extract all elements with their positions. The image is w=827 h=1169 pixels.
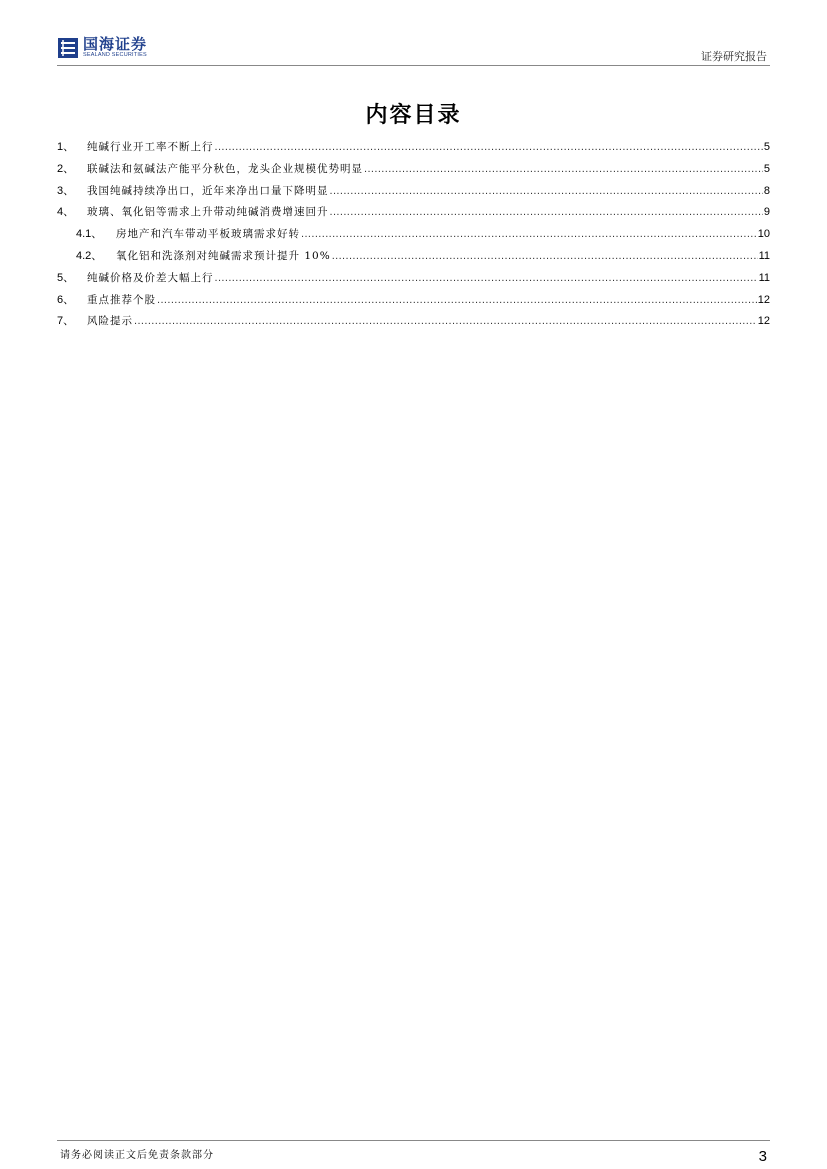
- toc-entry-7[interactable]: [57, 312, 770, 334]
- toc-leader-dots: [215, 272, 758, 284]
- toc-leader-dots: [157, 294, 757, 306]
- toc-entry-text: 重点推荐个股: [87, 293, 156, 306]
- toc-entry-page: 12: [757, 293, 770, 306]
- toc-entry-text: 氧化铝和洗涤剂对纯碱需求预计提升 10%: [116, 249, 331, 262]
- brand-name-cn: 国海证券: [83, 35, 148, 53]
- toc-entry-number: 1、: [57, 141, 75, 153]
- document-type: 证券研究报告: [701, 50, 767, 63]
- sealand-logo: [57, 36, 147, 59]
- toc-title: 内容目录: [365, 102, 462, 128]
- toc-leader-dots: [301, 228, 757, 240]
- toc-entry-page: 5: [763, 162, 770, 175]
- toc-entry-text: 纯碱价格及价差大幅上行: [87, 271, 214, 284]
- header-divider: [57, 65, 770, 66]
- toc-entry-2[interactable]: [57, 160, 770, 182]
- toc-entry-page: 10: [757, 228, 770, 241]
- sealand-logo-icon: [57, 37, 79, 59]
- toc-entry-page: 11: [758, 271, 770, 284]
- toc-entry-number: 5、: [57, 271, 75, 284]
- toc-entry-number: 4、: [57, 206, 75, 219]
- page-number: 3: [758, 1148, 767, 1165]
- brand-name-en: SEALAND SECURITIES: [83, 52, 147, 58]
- toc-entry-text: 房地产和汽车带动平板玻璃需求好转: [116, 228, 300, 241]
- toc-leader-dots: [364, 163, 763, 175]
- toc-entry-page: 11: [758, 249, 770, 262]
- toc-entry-text: 风险提示: [87, 315, 133, 328]
- toc-entry-text: 纯碱行业开工率不断上行: [87, 141, 214, 153]
- toc-entry-4[interactable]: [57, 203, 770, 225]
- toc-entry-number: 4.1、: [76, 228, 103, 241]
- table-of-contents: [57, 138, 770, 334]
- toc-leader-dots: [134, 315, 757, 327]
- toc-entry-page: 12: [757, 315, 770, 328]
- toc-entry-page: 5: [763, 141, 770, 153]
- toc-entry-6[interactable]: [57, 291, 770, 313]
- toc-entry-number: 2、: [57, 162, 75, 175]
- toc-entry-page: 9: [763, 206, 770, 219]
- toc-leader-dots: [330, 185, 763, 197]
- toc-entry-number: 3、: [57, 184, 75, 197]
- toc-entry-text: 联碱法和氨碱法产能平分秋色，龙头企业规模优势明显: [87, 162, 363, 175]
- toc-entry-page: 8: [763, 184, 770, 197]
- toc-leader-dots: [332, 250, 758, 262]
- footer-disclaimer: 请务必阅读正文后免责条款部分: [60, 1150, 214, 1161]
- toc-entry-3[interactable]: [57, 182, 770, 204]
- toc-entry-5[interactable]: [57, 269, 770, 291]
- toc-entry-number: 6、: [57, 293, 75, 306]
- toc-entry-1[interactable]: [57, 138, 770, 160]
- toc-entry-number: 4.2、: [76, 249, 103, 262]
- toc-entry-text: 玻璃、氧化铝等需求上升带动纯碱消费增速回升: [87, 206, 329, 219]
- toc-entry-text: 我国纯碱持续净出口，近年来净出口量下降明显: [87, 184, 329, 197]
- toc-leader-dots: [215, 141, 763, 153]
- toc-entry-4-1[interactable]: [57, 225, 770, 247]
- toc-entry-number: 7、: [57, 315, 75, 328]
- toc-leader-dots: [330, 206, 763, 218]
- footer-divider: [57, 1140, 770, 1141]
- toc-entry-4-2[interactable]: [57, 247, 770, 269]
